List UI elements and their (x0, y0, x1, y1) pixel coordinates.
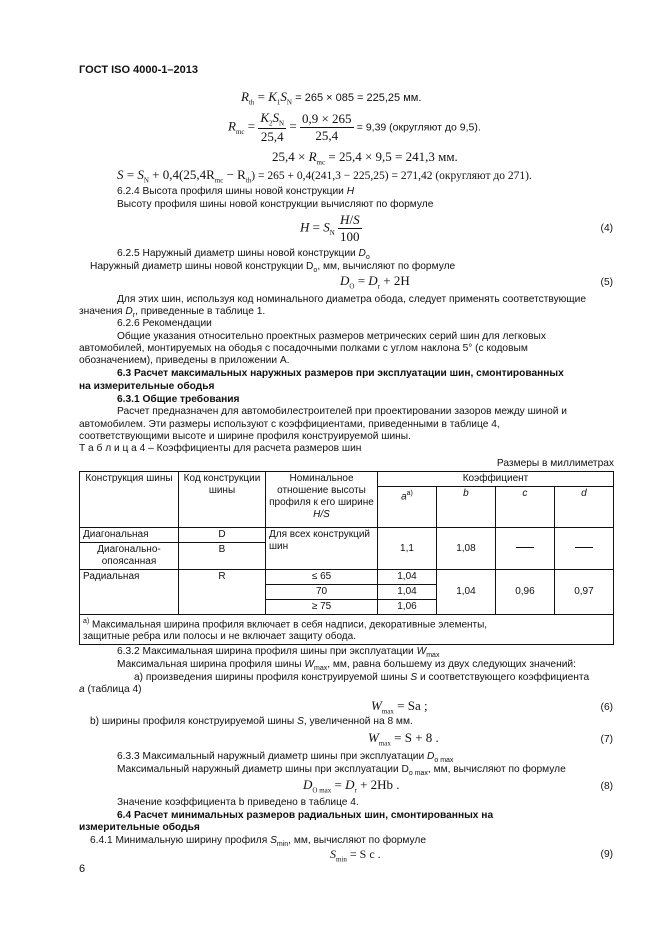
section-6-3-2-title: 6.3.2 Максимальная ширина профиля шины при эксплуатации $W_{max}$ (117, 646, 440, 660)
section-6-2-4-title: 6.2.4 Высота профиля шины новой конструкции H (117, 186, 355, 197)
header-a: $a^{a)}$ (378, 487, 437, 528)
section-6-3-1-text-1: Расчет предназначен для автомобилестроителей при проектировании зазоров между шиной и (117, 406, 567, 417)
row-radial-b: 1,04 (436, 570, 495, 615)
row-bias-belted-name: Диагонально-опоясанная (80, 543, 179, 570)
section-6-2-5-title: 6.2.5 Наружный диаметр шины новой конструкции $D_o$ (117, 248, 370, 262)
eq5-number: (5) (600, 277, 613, 288)
section-6-2-6-text-2: автомобилей, монтируемых на ободья с посадочными полками с углом наклона 5° (с кодовым (79, 343, 528, 354)
header-b: b (436, 487, 495, 528)
section-6-2-6-text-3: обозначением), приведены в приложении А. (79, 355, 290, 366)
section-6-2-4-text: Высоту профиля шины новой конструкции вычисляют по формуле (117, 199, 434, 210)
row-radial-ratio-3: ≥ 75 (266, 600, 378, 615)
section-6-2-6-text-1: Общие указания относительно проектных размеров метрических серий шин для легковых (117, 331, 546, 342)
formula-s: $S = S_N + 0,4(25,4R_{mc} - R_{th}) = 265 + 0,4(241,3 - 225,25) = 271,42$ (округляют до 271). (117, 167, 532, 185)
header-d: d (554, 487, 613, 528)
row-radial-ratio-1: ≤ 65 (266, 570, 378, 585)
table-footnote: $^{a)}$ Максимальная ширина профиля включает в себя надписи, декоративные элементы, защитные ребра или полосы и не включает защиту обода. (80, 615, 614, 645)
row-12-a: 1,1 (378, 528, 437, 570)
section-6-3-2-a-1: а) произведения ширины профиля конструируемой шины S и соответствующего коэффициента (134, 672, 590, 683)
row-diagonal-name: Диагональная (80, 528, 179, 543)
section-6-3-1-title: 6.3.1 Общие требования (117, 394, 240, 405)
row-radial-code: R (179, 570, 266, 615)
table-caption: Т а б л и ц а 4 – Коэффициенты для расчета размеров шин (79, 443, 362, 454)
row-12-d (554, 528, 613, 570)
section-6-4-title-1: 6.4 Расчет минимальных размеров радиальных шин, смонтированных на (117, 810, 494, 821)
row-radial-c: 0,96 (495, 570, 554, 615)
section-6-3-3-note: Значение коэффициента b приведено в таблице 4. (117, 797, 359, 808)
row-bias-belted-code: B (179, 543, 266, 570)
row-12-b: 1,08 (436, 528, 495, 570)
document-header: ГОСТ ISO 4000-1–2013 (79, 64, 198, 76)
header-ratio: Номинальное отношение высоты профиля к его ширине H/S (266, 472, 378, 528)
formula-eq6: $W_{max} = Sa$ ; (371, 698, 428, 716)
section-6-3-2-text: Максимальная ширина профиля шины $W_{max}$, мм, равна большему из двух следующих значений: (117, 659, 576, 673)
section-6-3-title-1: 6.3 Расчет максимальных наружных размеров при эксплуатации шин, смонтированных (117, 368, 564, 379)
table-units: Размеры в миллиметрах (496, 458, 614, 469)
formula-eq7: $W_{max} = S + 8$ . (368, 730, 439, 748)
row-all-ratio: Для всех конструкций шин (266, 528, 378, 570)
section-6-3-2-b: b) ширины профиля конструируемой шины S, увеличенной на 8 мм. (90, 716, 413, 727)
section-6-4-1-text: 6.4.1 Минимальную ширину профиля $S_{min}$, мм, вычисляют по формуле (90, 835, 427, 849)
eq6-number: (6) (600, 702, 613, 713)
row-radial-a-3: 1,06 (378, 600, 437, 615)
row-radial-name: Радиальная (80, 570, 179, 615)
eq8-number: (8) (600, 781, 613, 792)
eq9-number: (9) (600, 849, 613, 860)
section-6-3-1-text-2: автомобилем. Эти размеры используют с коэффициентами, приведенными в таблице 4, (79, 419, 500, 430)
section-6-3-3-title: 6.3.3 Максимальный наружный диаметр шины при эксплуатации $D_{o max}$ (117, 751, 454, 765)
formula-eq4: $H = S_N$ $\frac{H/S}{100}$ (300, 212, 360, 244)
section-6-2-5-note-1: Для этих шин, используя код номинального диаметра обода, следует применять соответствующие (117, 294, 587, 305)
eq7-number: (7) (600, 734, 613, 745)
section-6-3-title-2: на измерительные ободья (79, 381, 215, 392)
row-diagonal-code: D (179, 528, 266, 543)
row-radial-a-2: 1,04 (378, 585, 437, 600)
header-coefficient: Коэффициент (378, 472, 614, 487)
section-6-2-6-title: 6.2.6 Рекомендации (117, 318, 212, 329)
section-6-3-1-text-3: соответствующими высоте и ширине профиля конструируемой шины. (79, 431, 411, 442)
formula-rth: $R_{th} = K_1S_N = 265 \times 085 = 225,25$ мм. (241, 89, 422, 107)
row-radial-a-1: 1,04 (378, 570, 437, 585)
header-c: c (495, 487, 554, 528)
page-number: 6 (79, 863, 86, 875)
eq4-number: (4) (600, 223, 613, 234)
section-6-3-2-a-2: a (таблица 4) (79, 684, 142, 695)
coefficients-table (79, 471, 614, 645)
formula-rmc: $R_{mc}$ = $\frac{K_2S_N}{25,4}$ = $\frac{0,9 \times 265}{25,4}$ = 9,39 (округляют до 9,5). (228, 110, 481, 144)
row-12-c (495, 528, 554, 570)
section-6-3-3-text: Максимальный наружный диаметр шины при эксплуатации $D_{o max}$, мм, вычисляют по формуле (117, 764, 566, 778)
formula-eq9: $S_{min} = S$ c . (330, 847, 381, 864)
formula-eq5: $D_O = D_r + 2H$ (340, 273, 410, 291)
section-6-4-title-2: измерительные ободья (79, 822, 200, 833)
header-construction: Конструкция шины (80, 472, 179, 528)
header-code: Код конструкции шины (179, 472, 266, 528)
row-radial-d: 0,97 (554, 570, 613, 615)
formula-eq8: $D_{O max} = D_r + 2Hb$ . (303, 777, 400, 795)
row-radial-ratio-2: 70 (266, 585, 378, 600)
section-6-2-5-note-2: значения $D_r$, приведенные в таблице 1. (79, 306, 266, 320)
section-6-2-5-text: Наружный диаметр шины новой конструкции $D_o$, мм, вычисляют по формуле (90, 261, 456, 275)
formula-rmc-line: $25,4 \times R_{mc} = 25,4 \times 9,5 = 241,3$ мм. (272, 149, 458, 167)
